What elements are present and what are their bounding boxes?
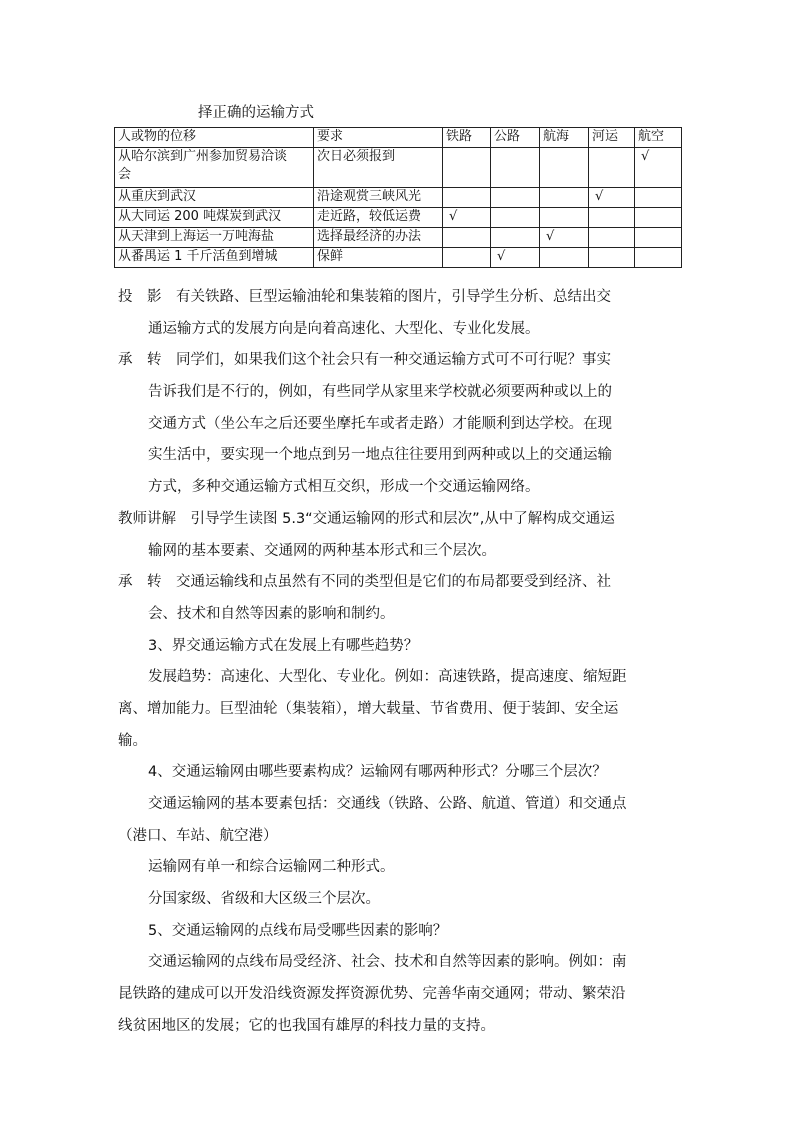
text-line: 方式，多种交通运输方式相互交织，形成一个交通运输网络。 xyxy=(148,479,540,496)
movement-cell: 从番禺运 1 千斤活鱼到增城 xyxy=(115,248,314,268)
text-line: 交通方式（坐公车之后还要坐摩托车或者走路）才能顺利到达学校。在现 xyxy=(148,415,612,432)
text-line: （港口、车站、航空港） xyxy=(118,827,278,844)
text-line: 告诉我们是不行的，例如，有些同学从家里来学校就必须要两种或以上的 xyxy=(148,384,612,401)
highway-mark xyxy=(491,228,540,248)
header-highway: 公路 xyxy=(491,128,540,148)
movement-cell: 从天津到上海运一万吨海盐 xyxy=(115,228,314,248)
sea-mark xyxy=(540,148,589,188)
railway-mark xyxy=(443,228,491,248)
text-line: 昆铁路的建成可以开发沿线资源发挥资源优势、完善华南交通网；带动、繁荣沿 xyxy=(118,986,626,1003)
highway-mark xyxy=(491,188,540,208)
highway-mark: √ xyxy=(491,248,540,268)
paragraph-teacher-explanation xyxy=(118,504,678,567)
sea-mark xyxy=(540,248,589,268)
answer-4-forms xyxy=(118,852,678,884)
text-line: 会、技术和自然等因素的影响和制约。 xyxy=(148,605,395,622)
requirement-cell: 沿途观赏三峡风光 xyxy=(314,188,443,208)
table-row xyxy=(115,148,682,188)
requirement-cell: 次日必须报到 xyxy=(314,148,443,188)
river-mark: √ xyxy=(589,188,635,208)
air-mark xyxy=(635,188,682,208)
text-line: 教师讲解 引导学生读图 5.3“交通运输网的形式和层次”,从中了解构成交通运 xyxy=(118,510,615,527)
table-row xyxy=(115,228,682,248)
requirement-cell: 走近路，较低运费 xyxy=(314,208,443,228)
highway-mark xyxy=(491,148,540,188)
railway-mark xyxy=(443,148,491,188)
sea-mark xyxy=(540,208,589,228)
text-line: 发展趋势：高速化、大型化、专业化。例如：高速铁路，提高速度、缩短距 xyxy=(148,669,627,686)
text-line: 5、交通运输网的点线布局受哪些因素的影响？ xyxy=(148,922,448,939)
paragraph-transition-2 xyxy=(118,567,678,630)
header-river: 河运 xyxy=(589,128,635,148)
sea-mark: √ xyxy=(540,228,589,248)
text-line: 交通运输网的点线布局受经济、社会、技术和自然等因素的影响。例如：南 xyxy=(148,954,627,971)
transport-choice-table xyxy=(114,127,682,268)
text-line: 交通运输网的基本要素包括：交通线（铁路、公路、航道、管道）和交通点 xyxy=(148,796,627,812)
paragraph-projection xyxy=(118,282,678,345)
river-mark xyxy=(589,248,635,268)
header-movement: 人或物的位移 xyxy=(115,128,314,148)
movement-cell: 从哈尔滨到广州参加贸易洽谈 会 xyxy=(115,148,314,188)
text-line: 通运输方式的发展方向是向着高速化、大型化、专业化发展。 xyxy=(148,320,540,337)
answer-3 xyxy=(118,662,678,757)
table-header-row xyxy=(115,128,682,148)
table-caption: 择正确的运输方式 xyxy=(198,105,314,121)
text-line: 运输网有单一和综合运输网二种形式。 xyxy=(148,859,395,876)
answer-5 xyxy=(118,947,678,1042)
question-5 xyxy=(118,916,678,948)
body-text xyxy=(118,282,678,1043)
header-requirement: 要求 xyxy=(314,128,443,148)
movement-cell: 从重庆到武汉 xyxy=(115,188,314,208)
movement-cell: 从大同运 200 吨煤炭到武汉 xyxy=(115,208,314,228)
river-mark xyxy=(589,148,635,188)
text-line: 实生活中，要实现一个地点到另一地点往往要用到两种或以上的交通运输 xyxy=(148,447,612,464)
text-line: 投 影 有关铁路、巨型运输油轮和集装箱的图片，引导学生分析、总结出交 xyxy=(118,289,611,305)
river-mark xyxy=(589,228,635,248)
sea-mark xyxy=(540,188,589,208)
railway-mark: √ xyxy=(443,208,491,228)
river-mark xyxy=(589,208,635,228)
header-railway: 铁路 xyxy=(443,128,491,148)
highway-mark xyxy=(491,208,540,228)
table-row xyxy=(115,248,682,268)
text-line: 3、界交通运输方式在发展上有哪些趋势？ xyxy=(148,637,419,654)
railway-mark xyxy=(443,188,491,208)
table-row xyxy=(115,208,682,228)
air-mark xyxy=(635,228,682,248)
requirement-cell: 选择最经济的办法 xyxy=(314,228,443,248)
railway-mark xyxy=(443,248,491,268)
requirement-cell: 保鲜 xyxy=(314,248,443,268)
text-line: 离、增加能力。巨型油轮（集装箱），增大载量、节省费用、便于装卸、安全运 xyxy=(118,700,619,717)
paragraph-transition xyxy=(118,345,678,503)
air-mark xyxy=(635,208,682,228)
text-line: 4、交通运输网由哪些要素构成？运输网有哪两种形式？分哪三个层次？ xyxy=(148,764,607,781)
text-line: 输。 xyxy=(118,732,147,749)
header-sea: 航海 xyxy=(540,128,589,148)
question-4 xyxy=(118,757,678,789)
question-3 xyxy=(118,631,678,663)
header-air: 航空 xyxy=(635,128,682,148)
text-line: 线贫困地区的发展；它的也我国有雄厚的科技力量的支持。 xyxy=(118,1017,495,1034)
text-line: 承 转 同学们，如果我们这个社会只有一种交通运输方式可不可行呢？事实 xyxy=(118,352,611,369)
table-row xyxy=(115,188,682,208)
air-mark: √ xyxy=(635,148,682,188)
air-mark xyxy=(635,248,682,268)
answer-4 xyxy=(118,789,678,852)
text-line: 承 转 交通运输线和点虽然有不同的类型但是它们的布局都要受到经济、社 xyxy=(118,574,611,591)
answer-4-levels xyxy=(118,884,678,916)
text-line: 输网的基本要素、交通网的两种基本形式和三个层次。 xyxy=(148,542,496,559)
text-line: 分国家级、省级和大区级三个层次。 xyxy=(148,891,380,908)
